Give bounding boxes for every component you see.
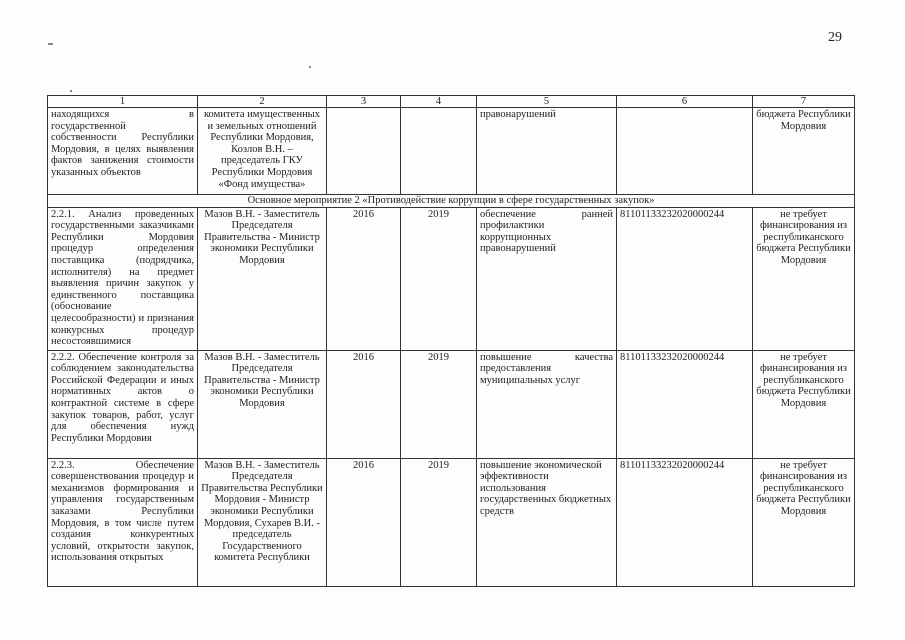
financing-cell: не требует финансирования из республиканского бюджета Республики Мордовия <box>753 458 855 586</box>
kbk-cell: 81101133232020000244 <box>617 207 753 350</box>
responsible-cell: комитета имущественных и земельных отношений Республики Мордовия, Козлов В.Н. – председатель ГКУ Республики Мордовия «Фонд имущества» <box>198 108 327 195</box>
column-number: 6 <box>617 96 753 108</box>
column-number: 1 <box>48 96 198 108</box>
table-row <box>48 108 855 195</box>
start-year-cell <box>327 108 401 195</box>
column-number: 4 <box>401 96 477 108</box>
table-row <box>48 350 855 458</box>
financing-cell: не требует финансирования из республиканского бюджета Республики Мордовия <box>753 350 855 458</box>
result-cell: обеспечение ранней профилактики коррупционных правонарушений <box>477 207 617 350</box>
end-year-cell: 2019 <box>401 350 477 458</box>
kbk-cell: 81101133232020000244 <box>617 458 753 586</box>
kbk-cell <box>617 108 753 195</box>
table-row <box>48 458 855 586</box>
start-year-cell: 2016 <box>327 350 401 458</box>
section-title: Основное мероприятие 2 «Противодействие коррупции в сфере государственных закупок» <box>48 195 855 208</box>
measure-cell: 2.2.2. Обеспечение контроля за соблюдением законодательства Российской Федерации и иных нормативных актов о контрактной системе в сфере закупок товаров, работ, услуг для обеспечения нужд Республики Мордовия <box>48 350 198 458</box>
scan-mark <box>48 43 53 45</box>
result-cell: повышение качества предоставления муниципальных услуг <box>477 350 617 458</box>
financing-cell: не требует финансирования из республиканского бюджета Республики Мордовия <box>753 207 855 350</box>
responsible-cell: Мазов В.Н. - Заместитель Председателя Правительства - Министр экономики Республики Мордовия <box>198 350 327 458</box>
measures-table <box>47 95 855 587</box>
measure-cell: 2.2.3. Обеспечение совершенствования процедур и механизмов формирования и управления государственным заказами Республики Мордовия, в том числе путем создания конкурентных условий, открытости закупок, использования открытых <box>48 458 198 586</box>
result-cell: правонарушений <box>477 108 617 195</box>
end-year-cell: 2019 <box>401 207 477 350</box>
end-year-cell <box>401 108 477 195</box>
table-row <box>48 207 855 350</box>
section-header-row <box>48 195 855 208</box>
measure-cell: находящихся в государственной собственности Республики Мордовия, в целях выявления фактов занижения стоимости указанных объектов <box>48 108 198 195</box>
measure-cell: 2.2.1. Анализ проведенных государственными заказчиками Республики Мордовия процедур определения поставщика (подрядчика, исполнителя) на предмет выявления причин закупок у единственного поставщика (обоснование целесообразности) и признания конкурсных процедур несостоявшимися <box>48 207 198 350</box>
result-cell: повышение экономической эффективности использования государственных бюджетных средств <box>477 458 617 586</box>
kbk-cell: 81101133232020000244 <box>617 350 753 458</box>
financing-cell: бюджета Республики Мордовия <box>753 108 855 195</box>
start-year-cell: 2016 <box>327 207 401 350</box>
column-number: 5 <box>477 96 617 108</box>
end-year-cell: 2019 <box>401 458 477 586</box>
column-number: 7 <box>753 96 855 108</box>
column-number: 2 <box>198 96 327 108</box>
responsible-cell: Мазов В.Н. - Заместитель Председателя Правительства Республики Мордовия - Министр экономики Республики Мордовия, Сухарев В.И. - председатель Государственного комитета Республики <box>198 458 327 586</box>
responsible-cell: Мазов В.Н. - Заместитель Председателя Правительства - Министр экономики Республики Мордовия <box>198 207 327 350</box>
column-number-row <box>48 96 855 108</box>
scan-mark <box>70 90 72 92</box>
column-number: 3 <box>327 96 401 108</box>
start-year-cell: 2016 <box>327 458 401 586</box>
scan-mark <box>309 66 311 68</box>
page-number: 29 <box>828 30 842 45</box>
